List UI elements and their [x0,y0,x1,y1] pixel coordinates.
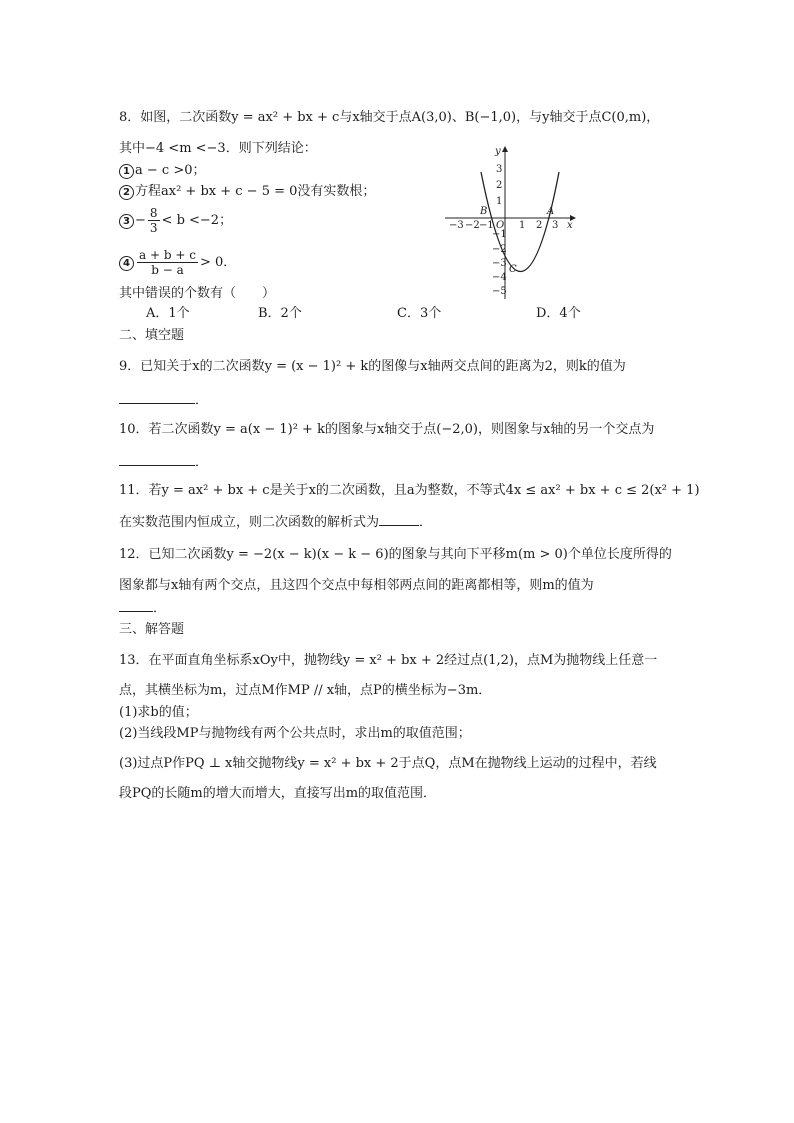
point-a-label: A [547,206,555,217]
q10-period: ． [195,455,209,470]
fraction-abc-over-b-minus-a [137,248,198,277]
q8-item2 [119,183,375,201]
fraction-numerator: a + b + c [139,248,196,262]
q11-line1: 11．若y = ax² + bx + c是关于x的二次函数，且a为整数，不等式4x ≤ ax² + bx + c ≤ 2(x² + 1) [119,483,700,498]
y-tick-label: −2 [492,244,507,255]
q12-line1: 12．已知二次函数y = −2(x − k)(x − k − 6)的图象与其向下平移m(m > 0)个单位长度所得的 [119,547,672,562]
x-tick-label: −2 [465,220,480,231]
q8-item3-text: < b <−2； [161,213,233,228]
q10-answer-blank[interactable] [119,453,195,466]
q9-answer-line [119,391,208,410]
origin-label: O [496,220,505,231]
q8-item3 [119,206,232,235]
y-axis-label: y [495,146,501,157]
point-c-label: C [509,264,517,275]
q10-line1: 10．若二次函数y = a(x − 1)² + k的图象与x轴交于点(−2,0)，则图象与x轴的另一个交点为 [119,422,655,437]
q8-stem-line2: 其中−4 <m <−3．则下列结论： [119,141,317,156]
q8-item1-text: a − c >0； [135,163,206,178]
point-b-label: B [480,206,488,217]
q8-option-c[interactable]: C．3个 [397,306,442,321]
x-tick-label: 2 [536,220,543,231]
fraction-numerator: 8 [149,206,158,220]
x-tick-label: −1 [479,220,494,231]
q8-item4 [119,248,236,277]
q10-answer-line [119,453,208,472]
q12-line2: 图象都与x轴有两个交点，且这四个交点中每相邻两点间的距离都相等，则m的值为 [119,578,594,593]
y-tick-label: −5 [492,286,507,297]
fraction-denominator: b − a [151,263,184,277]
section-solution-heading: 三、解答题 [119,622,185,637]
q8-question: 其中错误的个数有（ ） [119,286,276,301]
q11-answer-blank[interactable] [379,513,419,526]
circled-number-1: 1 [119,164,134,179]
q8-stem-line1: 8．如图，二次函数y = ax² + bx + c与x轴交于点A(3,0)、B(−1,0)，与y轴交于点C(0,m)， [119,110,660,125]
fraction-denominator: 3 [149,221,158,235]
y-tick-label: 1 [496,196,503,207]
q13-line2: 点，其横坐标为m，过点M作MP // x轴，点P的横坐标为−3m． [119,683,492,698]
q9-period: ． [195,393,209,408]
x-tick-label: 3 [552,220,559,231]
circled-number-2: 2 [119,185,134,200]
q13-line1: 13．在平面直角坐标系xOy中，抛物线y = x² + bx + 2经过点(1,2)，点M为抛物线上任意一 [119,653,658,668]
section-fill-in-blank-heading: 二、填空题 [119,328,185,343]
q8-option-a[interactable]: A．1个 [146,306,190,321]
x-tick-label: −3 [449,220,464,231]
q8-option-d[interactable]: D．4个 [536,306,581,321]
parabola-graph [443,144,583,304]
q12-period: ． [153,601,167,616]
circled-number-4: 4 [119,256,134,271]
circled-number-3: 3 [119,214,134,229]
q9-line1: 9．已知关于x的二次函数y = (x − 1)² + k的图像与x轴两交点间的距离为2，则k的值为 [119,359,626,374]
y-tick-label: −1 [492,229,507,240]
q12-answer-line [119,599,166,618]
x-axis-label: x [567,220,573,231]
q13-sub3-line2: 段PQ的长随m的增大而增大，直接写出m的取值范围． [119,786,437,801]
q12-answer-blank[interactable] [119,599,153,612]
q8-option-b[interactable]: B．2个 [258,306,302,321]
q13-sub2: (2)当线段MP与抛物线有两个公共点时，求出m的取值范围； [119,726,471,741]
q8-item2-text: 方程ax² + bx + c − 5 = 0没有实数根； [135,184,376,199]
q8-item4-text: > 0． [199,255,237,270]
q13-sub1: (1)求b的值； [119,705,198,720]
q11-line2 [119,513,432,532]
y-tick-label: −3 [492,258,507,269]
fraction-8-3 [148,206,160,235]
q11-period: ． [419,515,433,530]
q9-answer-blank[interactable] [119,391,195,404]
q8-item3-prefix: − [135,213,146,228]
y-tick-label: 2 [496,180,503,191]
q8-item1 [119,162,206,180]
x-tick-label: 1 [519,220,526,231]
y-tick-label: 3 [496,164,503,175]
y-tick-label: −4 [492,272,507,283]
q11-line2-text: 在实数范围内恒成立，则二次函数的解析式为 [119,515,380,530]
q13-sub3-line1: (3)过点P作PQ ⊥ x轴交抛物线y = x² + bx + 2于点Q，点M在抛物线上运动的过程中，若线 [119,756,657,771]
